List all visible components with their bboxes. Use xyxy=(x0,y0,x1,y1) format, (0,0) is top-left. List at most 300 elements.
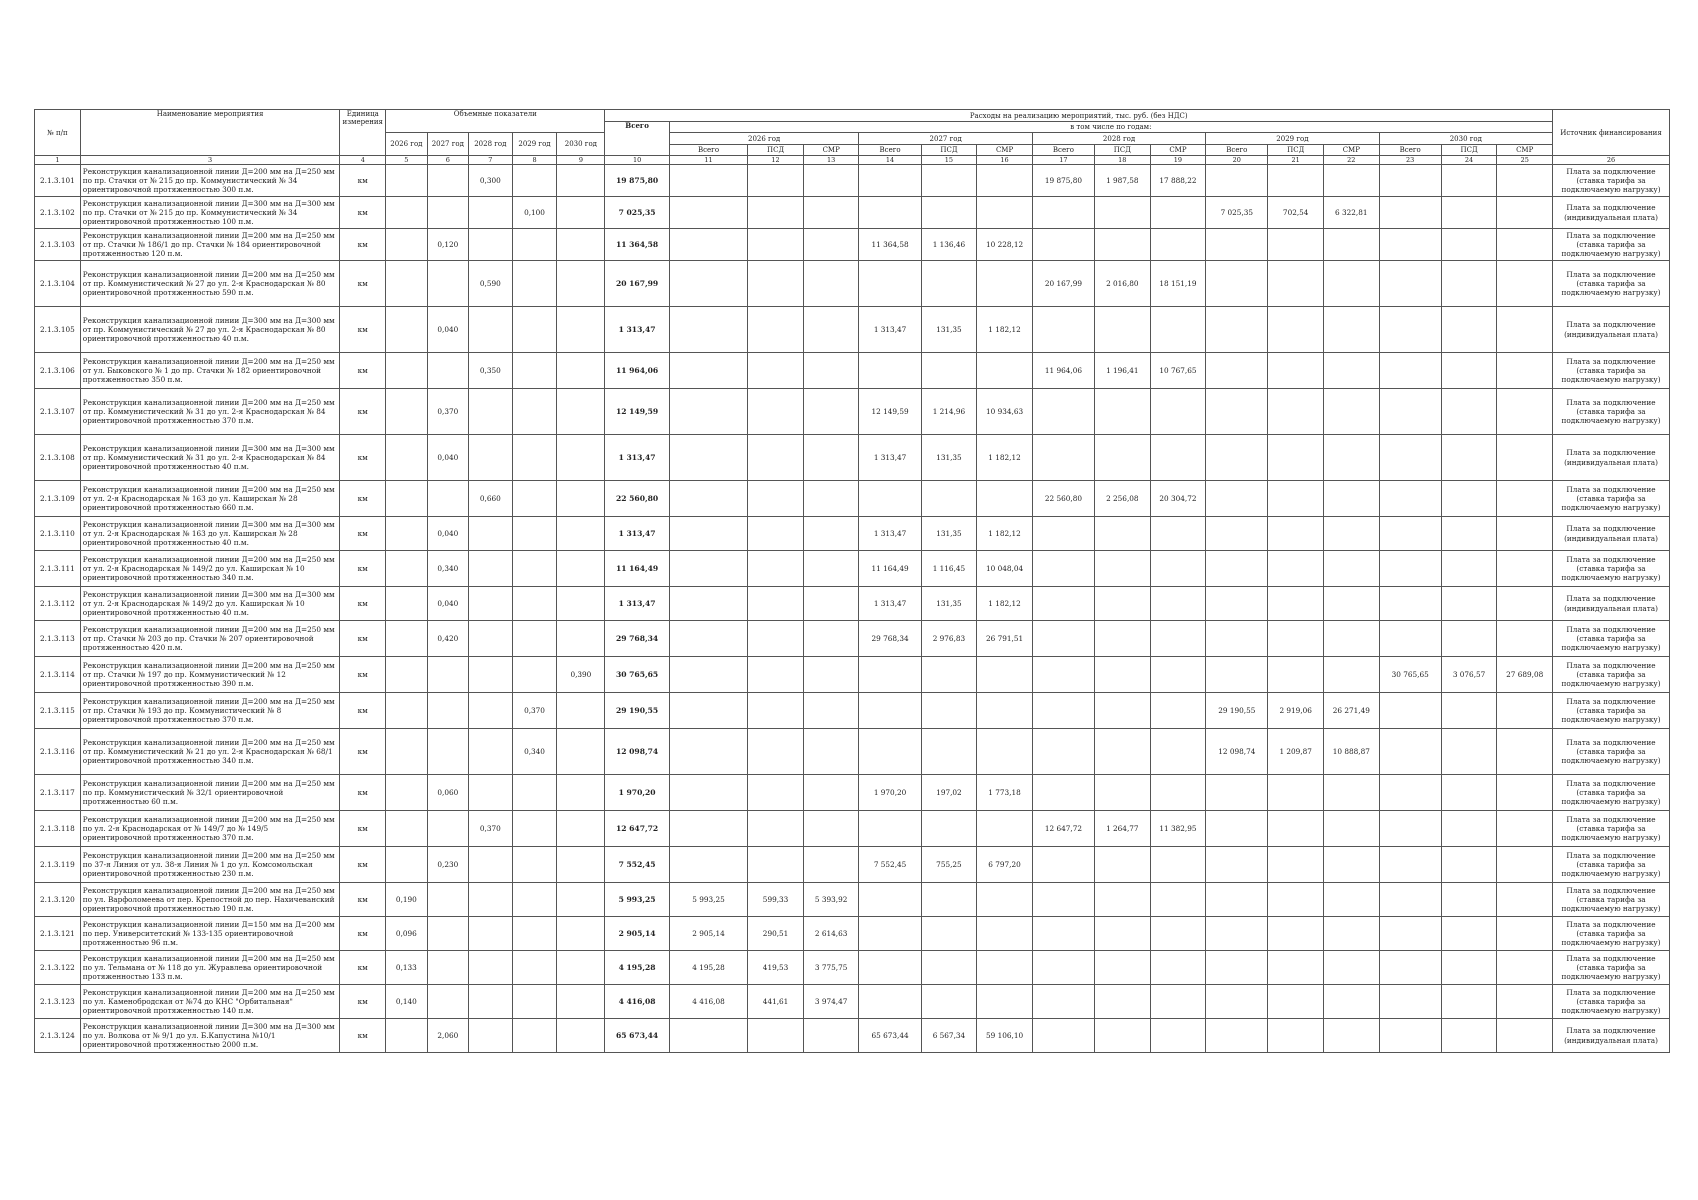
row-cost-cell xyxy=(1324,811,1380,847)
row-cost-cell: 1 970,20 xyxy=(859,775,921,811)
row-cost-cell xyxy=(1095,197,1151,229)
row-cost-cell: 2 614,63 xyxy=(803,917,859,951)
header-cost-subcolumn: СМР xyxy=(1324,145,1380,156)
row-cost-cell: 1 313,47 xyxy=(859,435,921,481)
row-cost-cell xyxy=(1497,261,1553,307)
row-cost-cell xyxy=(1150,587,1206,621)
row-total: 1 313,47 xyxy=(605,517,669,551)
row-volume-cell xyxy=(386,693,427,729)
row-total: 20 167,99 xyxy=(605,261,669,307)
row-volume-cell: 0,420 xyxy=(427,621,468,657)
row-cost-cell: 11 964,06 xyxy=(1032,353,1094,389)
row-volume-cell xyxy=(512,353,557,389)
row-volume-cell xyxy=(557,197,605,229)
row-cost-cell xyxy=(977,951,1033,985)
row-number: 2.1.3.122 xyxy=(35,951,81,985)
row-source: Плата за подключение (ставка тарифа за подключаемую нагрузку) xyxy=(1553,657,1670,693)
row-cost-cell xyxy=(1441,729,1497,775)
table-row xyxy=(35,621,1670,657)
row-cost-cell xyxy=(1379,165,1441,197)
row-cost-cell xyxy=(1095,389,1151,435)
row-volume-cell xyxy=(557,165,605,197)
row-unit: км xyxy=(340,951,386,985)
column-number: 22 xyxy=(1324,156,1380,165)
header-cost-subcolumn: ПСД xyxy=(1268,145,1324,156)
row-volume-cell xyxy=(512,985,557,1019)
row-unit: км xyxy=(340,1019,386,1053)
row-cost-cell xyxy=(1324,985,1380,1019)
row-cost-cell xyxy=(669,307,748,353)
row-cost-cell xyxy=(748,307,804,353)
row-cost-cell: 2 976,83 xyxy=(921,621,977,657)
column-number: 6 xyxy=(427,156,468,165)
row-cost-cell xyxy=(1032,435,1094,481)
row-cost-cell xyxy=(669,229,748,261)
row-cost-cell xyxy=(859,917,921,951)
header-cost-subcolumn: Всего xyxy=(1032,145,1094,156)
header-cost-year: 2027 год xyxy=(859,133,1032,145)
row-volume-cell xyxy=(557,985,605,1019)
row-cost-cell: 10 888,87 xyxy=(1324,729,1380,775)
row-cost-cell xyxy=(1379,1019,1441,1053)
table-row xyxy=(35,517,1670,551)
row-cost-cell xyxy=(921,985,977,1019)
row-volume-cell xyxy=(512,481,557,517)
row-cost-cell xyxy=(1268,847,1324,883)
row-volume-cell xyxy=(512,1019,557,1053)
row-cost-cell xyxy=(1379,985,1441,1019)
row-volume-cell xyxy=(386,389,427,435)
row-cost-cell xyxy=(1379,353,1441,389)
row-source: Плата за подключение (ставка тарифа за подключаемую нагрузку) xyxy=(1553,481,1670,517)
row-cost-cell: 1 182,12 xyxy=(977,587,1033,621)
row-cost-cell xyxy=(1379,587,1441,621)
row-cost-cell xyxy=(921,951,977,985)
row-cost-cell: 19 875,80 xyxy=(1032,165,1094,197)
row-cost-cell xyxy=(1095,435,1151,481)
row-source: Плата за подключение (ставка тарифа за подключаемую нагрузку) xyxy=(1553,229,1670,261)
header-cost-subcolumn: ПСД xyxy=(921,145,977,156)
row-volume-cell xyxy=(427,197,468,229)
row-cost-cell xyxy=(1268,657,1324,693)
column-number: 8 xyxy=(512,156,557,165)
row-cost-cell xyxy=(1268,517,1324,551)
row-cost-cell xyxy=(1206,811,1268,847)
row-cost-cell xyxy=(1032,951,1094,985)
row-cost-cell xyxy=(1324,917,1380,951)
row-name: Реконструкция канализационной линии Д=300 мм на Д=300 мм от ул. 2-я Краснодарская № 163 до ул. Каширская № 28 ориентировочной протяженностью 40 п.м. xyxy=(80,517,340,551)
row-cost-cell xyxy=(1441,517,1497,551)
row-cost-cell xyxy=(1150,729,1206,775)
row-volume-cell xyxy=(512,657,557,693)
header-cost-year: 2030 год xyxy=(1379,133,1552,145)
row-volume-cell: 0,190 xyxy=(386,883,427,917)
column-number: 13 xyxy=(803,156,859,165)
row-cost-cell xyxy=(1206,551,1268,587)
row-source: Плата за подключение (ставка тарифа за подключаемую нагрузку) xyxy=(1553,917,1670,951)
row-cost-cell xyxy=(1379,261,1441,307)
row-cost-cell xyxy=(859,811,921,847)
header-name: Наименование мероприятия xyxy=(80,110,340,156)
row-number: 2.1.3.102 xyxy=(35,197,81,229)
row-unit: км xyxy=(340,353,386,389)
row-cost-cell xyxy=(803,847,859,883)
row-name: Реконструкция канализационной линии Д=200 мм на Д=250 мм по пр. Коммунистический № 32/1 ориентировочной протяженностью 60 п.м. xyxy=(80,775,340,811)
row-total: 1 313,47 xyxy=(605,435,669,481)
row-total: 12 098,74 xyxy=(605,729,669,775)
row-cost-cell xyxy=(669,353,748,389)
header-source: Источник финансирования xyxy=(1553,110,1670,156)
row-cost-cell xyxy=(669,551,748,587)
row-cost-cell xyxy=(859,481,921,517)
row-cost-cell: 26 791,51 xyxy=(977,621,1033,657)
row-cost-cell xyxy=(1268,917,1324,951)
row-cost-cell xyxy=(1441,435,1497,481)
row-number: 2.1.3.119 xyxy=(35,847,81,883)
row-cost-cell: 10 934,63 xyxy=(977,389,1033,435)
row-number: 2.1.3.105 xyxy=(35,307,81,353)
row-volume-cell xyxy=(386,353,427,389)
row-cost-cell xyxy=(1324,435,1380,481)
row-cost-cell xyxy=(1497,481,1553,517)
row-cost-cell xyxy=(803,657,859,693)
row-volume-cell: 0,370 xyxy=(512,693,557,729)
row-cost-cell xyxy=(1324,517,1380,551)
row-volume-cell xyxy=(512,917,557,951)
row-cost-cell xyxy=(748,353,804,389)
row-cost-cell xyxy=(1095,693,1151,729)
row-cost-cell xyxy=(1206,847,1268,883)
header-volume-year: 2028 год xyxy=(469,133,513,156)
row-unit: км xyxy=(340,389,386,435)
row-cost-cell xyxy=(1095,551,1151,587)
row-cost-cell xyxy=(1032,729,1094,775)
row-number: 2.1.3.116 xyxy=(35,729,81,775)
row-cost-cell xyxy=(803,353,859,389)
table-row xyxy=(35,307,1670,353)
row-cost-cell xyxy=(1379,951,1441,985)
row-volume-cell xyxy=(386,729,427,775)
row-cost-cell xyxy=(1324,229,1380,261)
row-cost-cell xyxy=(1095,657,1151,693)
row-volume-cell: 0,340 xyxy=(512,729,557,775)
row-unit: км xyxy=(340,693,386,729)
row-cost-cell xyxy=(1032,657,1094,693)
row-cost-cell xyxy=(1032,1019,1094,1053)
row-name: Реконструкция канализационной линии Д=200 мм на Д=250 мм от пр. Коммунистический № 31 до ул. 2-я Краснодарская № 84 ориентировочной протяженностью 370 п.м. xyxy=(80,389,340,435)
row-cost-cell: 5 993,25 xyxy=(669,883,748,917)
row-cost-cell: 1 313,47 xyxy=(859,517,921,551)
row-number: 2.1.3.121 xyxy=(35,917,81,951)
row-total: 1 313,47 xyxy=(605,307,669,353)
row-total: 30 765,65 xyxy=(605,657,669,693)
row-unit: км xyxy=(340,985,386,1019)
row-volume-cell xyxy=(512,551,557,587)
row-cost-cell xyxy=(1497,811,1553,847)
column-number: 12 xyxy=(748,156,804,165)
row-volume-cell xyxy=(386,811,427,847)
row-total: 1 313,47 xyxy=(605,587,669,621)
row-cost-cell: 26 271,49 xyxy=(1324,693,1380,729)
row-volume-cell xyxy=(427,951,468,985)
row-unit: км xyxy=(340,481,386,517)
row-cost-cell xyxy=(1206,951,1268,985)
row-name: Реконструкция канализационной линии Д=200 мм на Д=250 мм от пр. Стачки № 193 до пр. Коммунистический № 8 ориентировочной протяженностью 370 п.м. xyxy=(80,693,340,729)
row-volume-cell: 0,100 xyxy=(512,197,557,229)
row-volume-cell xyxy=(557,883,605,917)
row-cost-cell xyxy=(803,307,859,353)
column-number: 1 xyxy=(35,156,81,165)
row-cost-cell xyxy=(1268,621,1324,657)
row-volume-cell xyxy=(469,1019,513,1053)
table-row xyxy=(35,951,1670,985)
row-cost-cell: 12 647,72 xyxy=(1032,811,1094,847)
row-volume-cell xyxy=(557,917,605,951)
row-cost-cell xyxy=(1150,197,1206,229)
table-row xyxy=(35,693,1670,729)
row-cost-cell xyxy=(1095,951,1151,985)
row-volume-cell xyxy=(469,775,513,811)
row-cost-cell xyxy=(1441,481,1497,517)
row-cost-cell xyxy=(1206,165,1268,197)
column-number: 9 xyxy=(557,156,605,165)
header-cost-subcolumn: СМР xyxy=(1150,145,1206,156)
row-number: 2.1.3.109 xyxy=(35,481,81,517)
row-volume-cell xyxy=(557,1019,605,1053)
row-cost-cell xyxy=(1095,1019,1151,1053)
row-unit: км xyxy=(340,621,386,657)
row-volume-cell xyxy=(386,261,427,307)
row-cost-cell xyxy=(1150,917,1206,951)
table-row xyxy=(35,229,1670,261)
row-cost-cell xyxy=(1268,775,1324,811)
row-cost-cell xyxy=(1268,551,1324,587)
row-cost-cell xyxy=(803,435,859,481)
row-total: 4 195,28 xyxy=(605,951,669,985)
row-cost-cell xyxy=(1324,657,1380,693)
row-cost-cell xyxy=(1324,389,1380,435)
row-cost-cell xyxy=(1497,693,1553,729)
row-cost-cell: 10 767,65 xyxy=(1150,353,1206,389)
row-number: 2.1.3.115 xyxy=(35,693,81,729)
row-cost-cell xyxy=(977,165,1033,197)
row-cost-cell xyxy=(1379,197,1441,229)
row-volume-cell xyxy=(469,847,513,883)
row-cost-cell xyxy=(1268,811,1324,847)
column-number: 26 xyxy=(1553,156,1670,165)
row-cost-cell xyxy=(1150,551,1206,587)
row-volume-cell xyxy=(557,353,605,389)
row-total: 29 190,55 xyxy=(605,693,669,729)
row-cost-cell: 17 888,22 xyxy=(1150,165,1206,197)
row-cost-cell: 29 190,55 xyxy=(1206,693,1268,729)
row-source: Плата за подключение (ставка тарифа за подключаемую нагрузку) xyxy=(1553,693,1670,729)
row-cost-cell xyxy=(859,883,921,917)
row-cost-cell xyxy=(1324,165,1380,197)
row-cost-cell xyxy=(977,985,1033,1019)
row-cost-cell xyxy=(1324,1019,1380,1053)
row-cost-cell xyxy=(977,481,1033,517)
header-cost-subcolumn: СМР xyxy=(1497,145,1553,156)
row-unit: км xyxy=(340,197,386,229)
row-cost-cell xyxy=(1441,985,1497,1019)
row-cost-cell: 4 195,28 xyxy=(669,951,748,985)
row-volume-cell: 0,120 xyxy=(427,229,468,261)
row-cost-cell xyxy=(1206,587,1268,621)
row-cost-cell xyxy=(977,197,1033,229)
header-cost-subcolumn: Всего xyxy=(1379,145,1441,156)
table-row xyxy=(35,435,1670,481)
row-volume-cell xyxy=(512,165,557,197)
row-cost-cell xyxy=(1150,389,1206,435)
row-cost-cell xyxy=(1497,517,1553,551)
row-cost-cell xyxy=(1206,775,1268,811)
row-volume-cell xyxy=(557,621,605,657)
table-row xyxy=(35,775,1670,811)
row-volume-cell xyxy=(427,917,468,951)
row-number: 2.1.3.101 xyxy=(35,165,81,197)
row-cost-cell xyxy=(748,693,804,729)
row-cost-cell xyxy=(1497,621,1553,657)
row-cost-cell: 5 393,92 xyxy=(803,883,859,917)
row-number: 2.1.3.112 xyxy=(35,587,81,621)
row-cost-cell xyxy=(1206,1019,1268,1053)
row-volume-cell xyxy=(469,517,513,551)
row-cost-cell xyxy=(1441,1019,1497,1053)
row-cost-cell xyxy=(1150,985,1206,1019)
row-cost-cell xyxy=(669,1019,748,1053)
row-volume-cell xyxy=(427,481,468,517)
row-cost-cell: 65 673,44 xyxy=(859,1019,921,1053)
row-total: 5 993,25 xyxy=(605,883,669,917)
row-volume-cell xyxy=(512,229,557,261)
row-volume-cell xyxy=(557,517,605,551)
row-name: Реконструкция канализационной линии Д=300 мм на Д=300 мм от пр. Коммунистический № 31 до ул. 2-я Краснодарская № 84 ориентировочной протяженностью 40 п.м. xyxy=(80,435,340,481)
row-cost-cell xyxy=(921,165,977,197)
row-cost-cell: 1 196,41 xyxy=(1095,353,1151,389)
row-volume-cell xyxy=(427,729,468,775)
row-cost-cell xyxy=(748,165,804,197)
row-cost-cell xyxy=(1497,307,1553,353)
header-volume-year: 2027 год xyxy=(427,133,468,156)
row-volume-cell: 0,040 xyxy=(427,435,468,481)
row-cost-cell xyxy=(669,389,748,435)
row-name: Реконструкция канализационной линии Д=200 мм на Д=250 мм по ул. Тельмана от № 118 до ул. Журавлева ориентировочной протяженностью 133 п.м. xyxy=(80,951,340,985)
row-cost-cell xyxy=(748,847,804,883)
row-volume-cell xyxy=(427,353,468,389)
row-cost-cell: 3 076,57 xyxy=(1441,657,1497,693)
row-unit: км xyxy=(340,261,386,307)
row-cost-cell: 197,02 xyxy=(921,775,977,811)
row-name: Реконструкция канализационной линии Д=150 мм на Д=200 мм по пер. Университетский № 133-135 ориентировочной протяженностью 96 п.м. xyxy=(80,917,340,951)
row-cost-cell xyxy=(1441,229,1497,261)
row-cost-cell xyxy=(1206,307,1268,353)
row-cost-cell xyxy=(1324,551,1380,587)
row-cost-cell xyxy=(1441,621,1497,657)
header-total: Всего xyxy=(605,122,669,156)
table-row xyxy=(35,811,1670,847)
row-cost-cell xyxy=(1150,775,1206,811)
row-cost-cell xyxy=(1324,353,1380,389)
table-body xyxy=(35,156,1670,1053)
row-cost-cell xyxy=(1324,847,1380,883)
row-cost-cell xyxy=(1379,847,1441,883)
row-cost-cell xyxy=(1379,811,1441,847)
row-cost-cell xyxy=(1150,693,1206,729)
document-page xyxy=(34,109,1670,1053)
row-source: Плата за подключение (ставка тарифа за подключаемую нагрузку) xyxy=(1553,165,1670,197)
row-number: 2.1.3.124 xyxy=(35,1019,81,1053)
row-cost-cell xyxy=(859,729,921,775)
row-name: Реконструкция канализационной линии Д=200 мм на Д=250 мм от пр. Стачки № 203 до пр. Стачки № 207 ориентировочной протяженностью 420 п.м. xyxy=(80,621,340,657)
row-cost-cell xyxy=(1441,307,1497,353)
table-row xyxy=(35,847,1670,883)
table-row xyxy=(35,587,1670,621)
row-cost-cell xyxy=(803,729,859,775)
row-cost-cell xyxy=(1441,261,1497,307)
row-cost-cell: 22 560,80 xyxy=(1032,481,1094,517)
row-cost-cell xyxy=(977,657,1033,693)
row-name: Реконструкция канализационной линии Д=200 мм на Д=250 мм от ул. Быковского № 1 до пр. Стачки № 182 ориентировочной протяженностью 350 п.м. xyxy=(80,353,340,389)
row-cost-cell xyxy=(921,883,977,917)
header-cost-year: 2029 год xyxy=(1206,133,1379,145)
row-volume-cell xyxy=(427,985,468,1019)
row-volume-cell xyxy=(469,951,513,985)
row-volume-cell xyxy=(512,883,557,917)
header-cost-year: 2028 год xyxy=(1032,133,1205,145)
row-source: Плата за подключение (индивидуальная плата) xyxy=(1553,435,1670,481)
row-cost-cell xyxy=(1268,307,1324,353)
row-cost-cell xyxy=(748,481,804,517)
row-volume-cell xyxy=(469,551,513,587)
row-cost-cell: 2 016,80 xyxy=(1095,261,1151,307)
row-cost-cell xyxy=(1324,261,1380,307)
row-cost-cell: 59 106,10 xyxy=(977,1019,1033,1053)
row-cost-cell xyxy=(1206,883,1268,917)
row-unit: км xyxy=(340,229,386,261)
row-unit: км xyxy=(340,551,386,587)
row-cost-cell xyxy=(1268,435,1324,481)
row-cost-cell: 290,51 xyxy=(748,917,804,951)
row-volume-cell xyxy=(512,435,557,481)
row-cost-cell xyxy=(1206,389,1268,435)
row-cost-cell: 1 313,47 xyxy=(859,587,921,621)
row-cost-cell xyxy=(803,775,859,811)
row-volume-cell xyxy=(469,917,513,951)
row-cost-cell xyxy=(1268,165,1324,197)
row-volume-cell xyxy=(469,693,513,729)
table-row xyxy=(35,261,1670,307)
row-source: Плата за подключение (индивидуальная плата) xyxy=(1553,1019,1670,1053)
column-number: 4 xyxy=(340,156,386,165)
row-cost-cell xyxy=(669,621,748,657)
header-cost-subcolumn: ПСД xyxy=(748,145,804,156)
row-volume-cell xyxy=(427,693,468,729)
investment-table xyxy=(34,109,1670,1053)
row-volume-cell xyxy=(469,587,513,621)
row-cost-cell xyxy=(1032,551,1094,587)
row-cost-cell xyxy=(1095,229,1151,261)
row-cost-cell: 1 264,77 xyxy=(1095,811,1151,847)
row-cost-cell: 18 151,19 xyxy=(1150,261,1206,307)
row-cost-cell xyxy=(803,481,859,517)
row-cost-cell xyxy=(748,1019,804,1053)
row-cost-cell xyxy=(1441,883,1497,917)
table-row xyxy=(35,985,1670,1019)
row-cost-cell xyxy=(669,587,748,621)
column-number: 20 xyxy=(1206,156,1268,165)
table-row xyxy=(35,481,1670,517)
